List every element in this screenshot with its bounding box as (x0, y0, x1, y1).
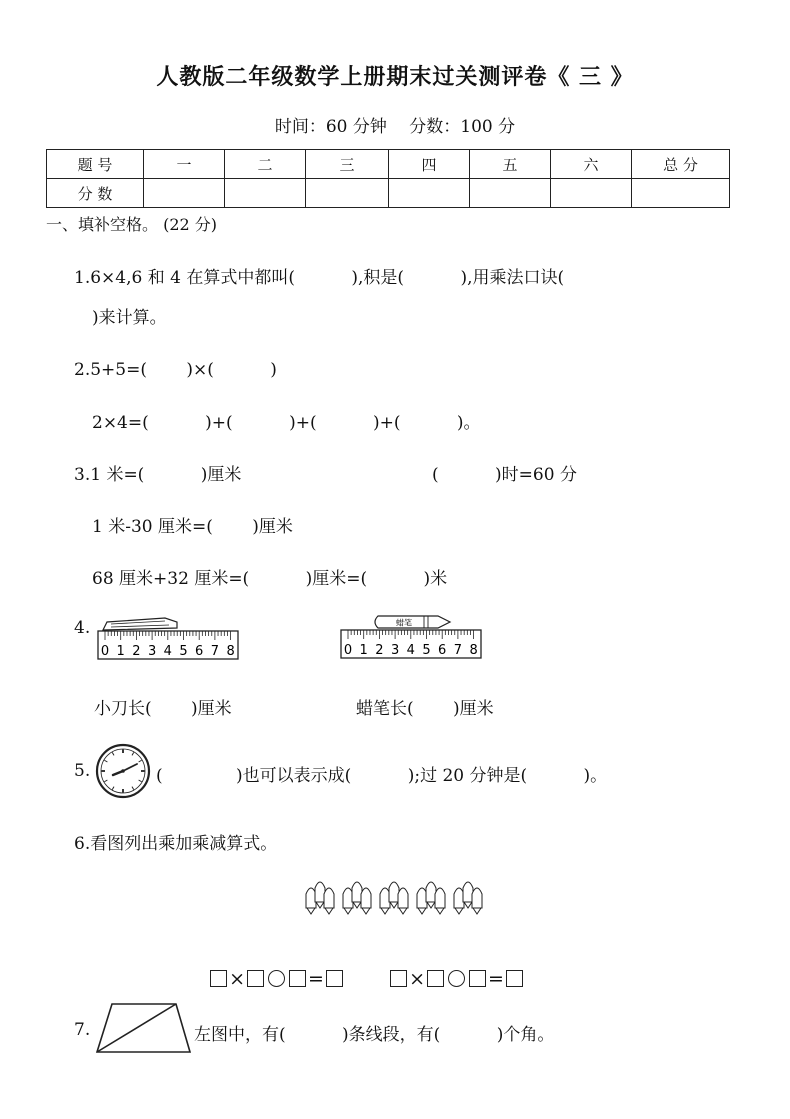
pencil-tip (464, 902, 472, 908)
pencil-group-icon (454, 882, 482, 914)
answer-box[interactable] (210, 970, 227, 987)
score-header-cell: 一 (144, 150, 225, 179)
operator: = (308, 968, 324, 990)
ruler-number: 1 (116, 644, 125, 659)
ruler-number: 1 (359, 643, 368, 658)
score-table (46, 149, 730, 208)
ruler-number: 0 (100, 644, 110, 659)
question-7-text: 左图中，有( )条线段，有( )个角。 (194, 1025, 555, 1045)
answer-box[interactable] (326, 970, 343, 987)
ruler-number: 0 (343, 643, 353, 658)
knife-icon (103, 618, 177, 630)
score-cell[interactable] (470, 179, 551, 208)
question-5-text: ( )也可以表示成( );过 20 分钟是( )。 (156, 766, 608, 786)
pencil-tip (307, 908, 315, 914)
question-3-line-2: 1 米-30 厘米=( )厘米 (92, 517, 293, 537)
pencil-group-icon (380, 882, 408, 914)
equation-2 (376, 946, 525, 990)
question-6-text: 6.看图列出乘加乘减算式。 (74, 834, 278, 854)
pencil-tip (344, 908, 352, 914)
pencil-icon (472, 888, 482, 908)
score-cell[interactable] (551, 179, 632, 208)
score-table-header-row (47, 150, 730, 179)
answer-box[interactable] (506, 970, 523, 987)
score-cell[interactable] (632, 179, 730, 208)
pencil-group-icon (417, 882, 445, 914)
pencil-tip (381, 908, 389, 914)
operator: × (229, 968, 246, 990)
question-5-number: 5. (74, 761, 91, 781)
pencil-tip (427, 902, 435, 908)
pencil-tip (353, 902, 361, 908)
section-heading: 一、填补空格。 (22 分) (46, 215, 218, 234)
answer-box[interactable] (390, 970, 407, 987)
pencil-tip (316, 902, 324, 908)
operator-circle[interactable] (268, 970, 285, 987)
pencil-tip (390, 902, 398, 908)
score-header-cell: 三 (306, 150, 389, 179)
ruler-number: 8 (226, 644, 235, 659)
pencil-group-icon (306, 882, 334, 914)
pencil-icon (398, 888, 408, 908)
question-3-line-3: 68 厘米+32 厘米=( )厘米=( )米 (92, 569, 448, 589)
pencil-tip (455, 908, 463, 914)
pencil-tip (473, 908, 481, 914)
score-cell[interactable] (389, 179, 470, 208)
ruler-number: 3 (390, 643, 400, 658)
exam-info: 时间：60 分钟 分数：100 分 (274, 117, 516, 137)
crayon-length-text: 蜡笔长( )厘米 (356, 699, 494, 719)
pencil-icon (361, 888, 371, 908)
knife-length-text: 小刀长( )厘米 (94, 699, 232, 719)
question-1-line-1: 1.6×4,6 和 4 在算式中都叫( ),积是( ),用乘法口诀( (74, 268, 565, 288)
ruler-number: 6 (438, 643, 447, 658)
ruler-number: 5 (422, 643, 431, 658)
ruler-number: 4 (163, 644, 172, 659)
ruler-number: 3 (147, 644, 157, 659)
score-header-cell: 四 (389, 150, 470, 179)
score-header-cell: 总 分 (632, 150, 730, 179)
score-header-cell: 五 (470, 150, 551, 179)
pencil-groups-figure (300, 874, 492, 918)
ruler-icon (98, 631, 238, 659)
question-2-line-1: 2.5+5=( )×( ) (74, 360, 277, 380)
question-2-line-2: 2×4=( )+( )+( )+( )。 (92, 413, 481, 433)
answer-box[interactable] (247, 970, 264, 987)
pencil-icon (435, 888, 445, 908)
answer-box[interactable] (427, 970, 444, 987)
answer-box[interactable] (289, 970, 306, 987)
pencil-icon (324, 888, 334, 908)
score-header-cell: 二 (225, 150, 306, 179)
question-3-line-1a: 3.1 米=( )厘米 (74, 465, 242, 485)
ruler-number: 2 (375, 643, 384, 658)
score-cell[interactable] (306, 179, 389, 208)
crayon-icon (375, 616, 450, 628)
score-cell[interactable] (144, 179, 225, 208)
question-3-line-1b: ( )时=60 分 (432, 465, 577, 485)
answer-box[interactable] (469, 970, 486, 987)
score-header-cell: 六 (551, 150, 632, 179)
ruler-number: 6 (195, 644, 204, 659)
ruler-number: 7 (210, 644, 220, 659)
crayon-label: 蜡笔 (396, 618, 412, 628)
ruler-number: 2 (132, 644, 141, 659)
score-row-label: 分 数 (47, 179, 144, 208)
ruler-number: 4 (406, 643, 415, 658)
pencil-tip (362, 908, 370, 914)
trapezoid-figure (94, 1000, 194, 1056)
knife-ruler-figure (95, 612, 245, 662)
question-1-line-2: )来计算。 (92, 308, 167, 328)
question-4-number: 4. (74, 618, 91, 638)
pencil-tip (436, 908, 444, 914)
equation-1 (196, 946, 345, 990)
ruler-number: 5 (179, 644, 188, 659)
ruler-icon (341, 630, 481, 658)
pencil-group-icon (343, 882, 371, 914)
page-title: 人教版二年级数学上册期末过关测评卷《 三 》 (156, 65, 634, 90)
crayon-ruler-figure (338, 610, 488, 662)
score-header-cell: 题 号 (47, 150, 144, 179)
score-cell[interactable] (225, 179, 306, 208)
pencil-tip (325, 908, 333, 914)
operator: × (409, 968, 426, 990)
operator-circle[interactable] (448, 970, 465, 987)
clock-icon (94, 742, 152, 800)
operator: = (488, 968, 504, 990)
ruler-number: 8 (469, 643, 478, 658)
ruler-number: 7 (453, 643, 463, 658)
pencil-tip (399, 908, 407, 914)
question-7-number: 7. (74, 1020, 91, 1040)
pencil-tip (418, 908, 426, 914)
score-table-score-row (47, 179, 730, 208)
